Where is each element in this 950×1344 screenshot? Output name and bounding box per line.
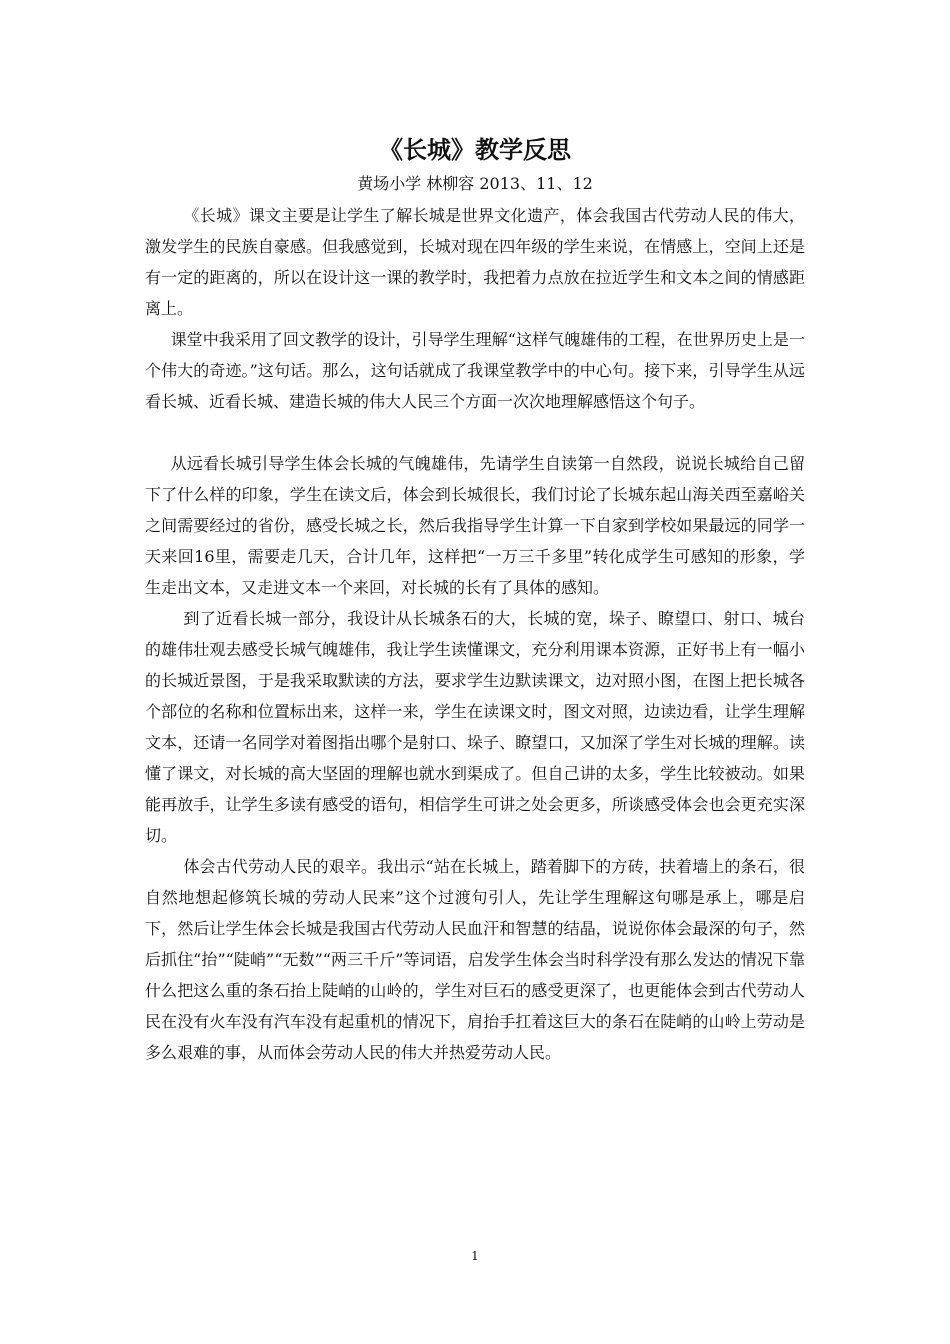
page-number: 1 — [471, 1249, 479, 1263]
document-page — [145, 128, 805, 1068]
paragraph-design: 课堂中我采用了回文教学的设计，引导学生理解“这样气魄雄伟的工程，在世界历史上是一个伟大的奇迹。”这句话。那么，这句话就成了我课堂教学中的中心句。接下来，引导学生从远看长城、近看长城、建造长城的伟大人民三个方面一次次地理解感悟这个句子。 — [145, 330, 805, 411]
paragraph-near-view: 到了近看长城一部分，我设计从长城条石的大，长城的宽，垛子、瞭望口、射口、城台的雄伟壮观去感受长城气魄雄伟，我让学生读懂课文，充分利用课本资源，正好书上有一幅小的长城近景图，于是我采取默读的方法，要求学生边默读课文，边对照小图，在图上把长城各个部位的名称和位置标出来，这样一来，学生在读课文时，图文对照，边读边看，让学生理解文本，还请一名同学对着图指出哪个是射口、垛子、瞭望口，又加深了学生对长城的理解。读懂了课文，对长城的高大坚固的理解也就水到渠成了。但自己讲的太多，学生比较被动。如果能再放手，让学生多读有感受的语句，相信学生可讲之处会更多，所谈感受体会也会更充实深切。 — [145, 609, 805, 845]
author-byline: 黄场小学 林柳容 2013、11、12 — [357, 174, 593, 193]
page-title: 《长城》教学反思 — [379, 135, 571, 164]
paragraph-far-view: 从远看长城引导学生体会长城的气魄雄伟，先请学生自读第一自然段，说说长城给自己留下了什么样的印象，学生在读文后，体会到长城很长，我们讨论了长城东起山海关西至嘉峪关之间需要经过的省份，感受长城之长，然后我指导学生计算一下自家到学校如果最远的同学一天来回16里，需要走几天，合计几年，这样把“一万三千多里”转化成学生可感知的形象，学生走出文本，又走进文本一个来回，对长城的长有了具体的感知。 — [145, 454, 805, 597]
paragraph-intro: 《长城》课文主要是让学生了解长城是世界文化遗产，体会我国古代劳动人民的伟大，激发学生的民族自豪感。但我感觉到，长城对现在四年级的学生来说，在情感上，空间上还是有一定的距离的，所以在设计这一课的教学时，我把着力点放在拉近学生和文本之间的情感距离上。 — [145, 206, 805, 318]
blank-line — [145, 417, 805, 448]
paragraph-laborers: 体会古代劳动人民的艰辛。我出示“站在长城上，踏着脚下的方砖，扶着墙上的条石，很自然地想起修筑长城的劳动人民来”这个过渡句引人，先让学生理解这句哪是承上，哪是启下，然后让学生体会长城是我国古代劳动人民血汗和智慧的结晶，说说你体会最深的句子，然后抓住“抬”“陡峭”“无数”“两三千斤”等词语，启发学生体会当时科学没有那么发达的情况下靠什么把这么重的条石抬上陡峭的山岭的，学生对巨石的感受更深了，也更能体会到古代劳动人民在没有火车没有汽车没有起重机的情况下，肩抬手扛着这巨大的条石在陡峭的山岭上劳动是多么艰难的事，从而体会劳动人民的伟大并热爱劳动人民。 — [145, 857, 805, 1062]
